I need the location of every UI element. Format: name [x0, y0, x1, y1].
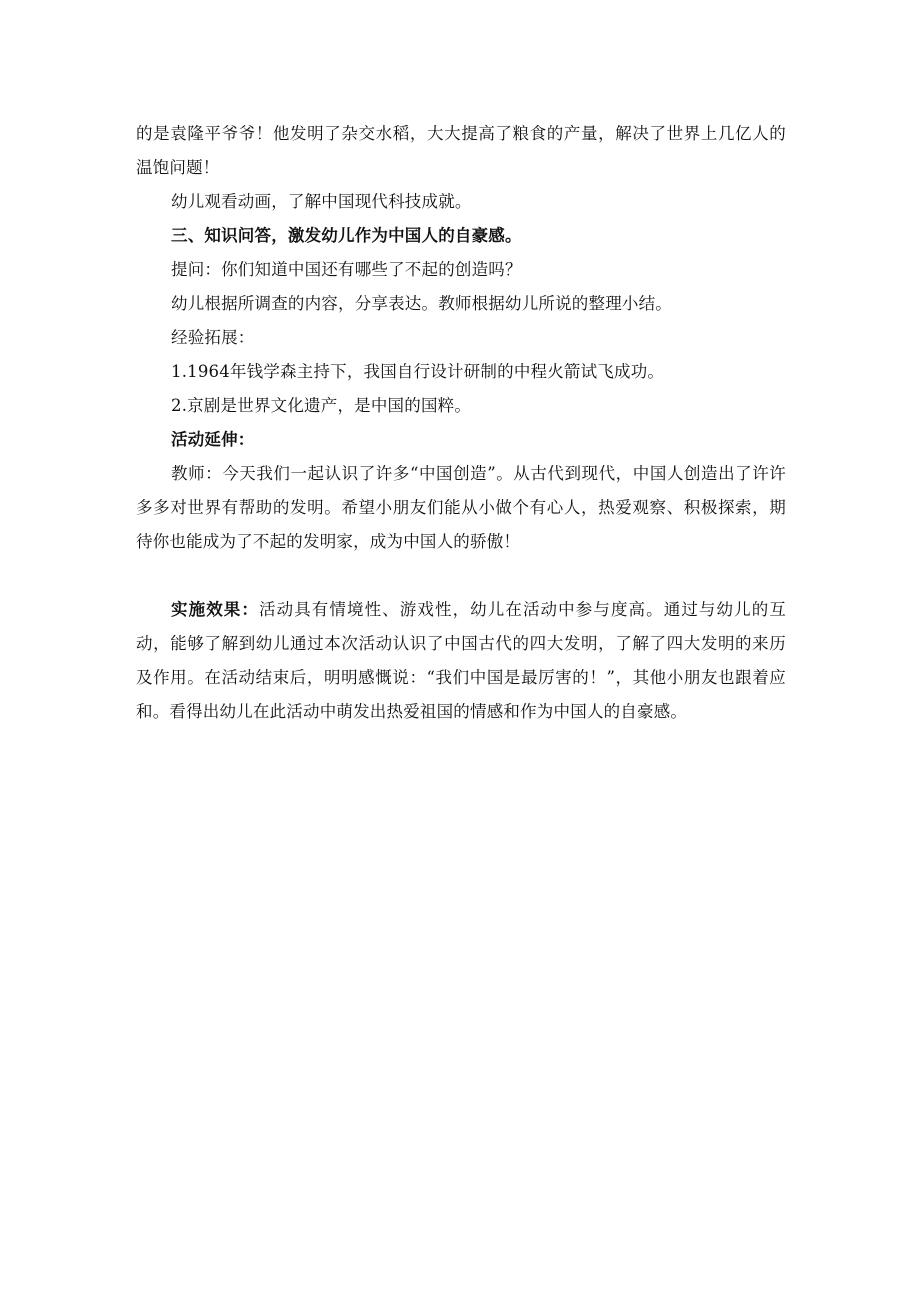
paragraph-effect [136, 593, 786, 729]
paragraph-experience-expansion: 经验拓展： [171, 328, 255, 347]
effect-label: 实施效果： [171, 600, 259, 619]
list-item-rocket: 1.1964年钱学森主持下，我国自行设计研制的中程火箭试飞成功。 [171, 362, 665, 381]
effect-text: 活动具有情境性、游戏性，幼儿在活动中参与度高。通过与幼儿的互动，能够了解到幼儿通过本次活动认识了中国古代的四大发明，了解了四大发明的来历及作用。在活动结束后，明明感慨说：“我们中国是最厉害的！”，其他小朋友也跟着应和。看得出幼儿在此活动中萌发出热爱祖国的情感和作为中国人的自豪感。 [136, 600, 787, 721]
paragraph-teacher-summary: 教师：今天我们一起认识了许多“中国创造”。从古代到现代，中国人创造出了许许多多对世界有帮助的发明。希望小朋友们能从小做个有心人，热爱观察、积极探索，期待你也能成为了不起的发明家，成为中国人的骄傲！ [136, 464, 786, 551]
paragraph-share: 幼儿根据所调查的内容，分享表达。教师根据幼儿所说的整理小结。 [171, 294, 672, 313]
list-item-peking-opera: 2.京剧是世界文化遗产，是中国的国粹。 [171, 396, 472, 415]
section-heading-quiz: 三、知识问答，激发幼儿作为中国人的自豪感。 [171, 226, 522, 245]
paragraph-yuan-longping: 的是袁隆平爷爷！他发明了杂交水稻，大大提高了粮食的产量，解决了世界上几亿人的温饱问题！ [136, 124, 786, 177]
paragraph-spacer [136, 559, 786, 593]
paragraph-watch-animation: 幼儿观看动画，了解中国现代科技成就。 [171, 192, 472, 211]
document-page [136, 117, 786, 729]
paragraph-question: 提问：你们知道中国还有哪些了不起的创造吗？ [171, 260, 522, 279]
section-heading-extension: 活动延伸： [171, 430, 255, 449]
